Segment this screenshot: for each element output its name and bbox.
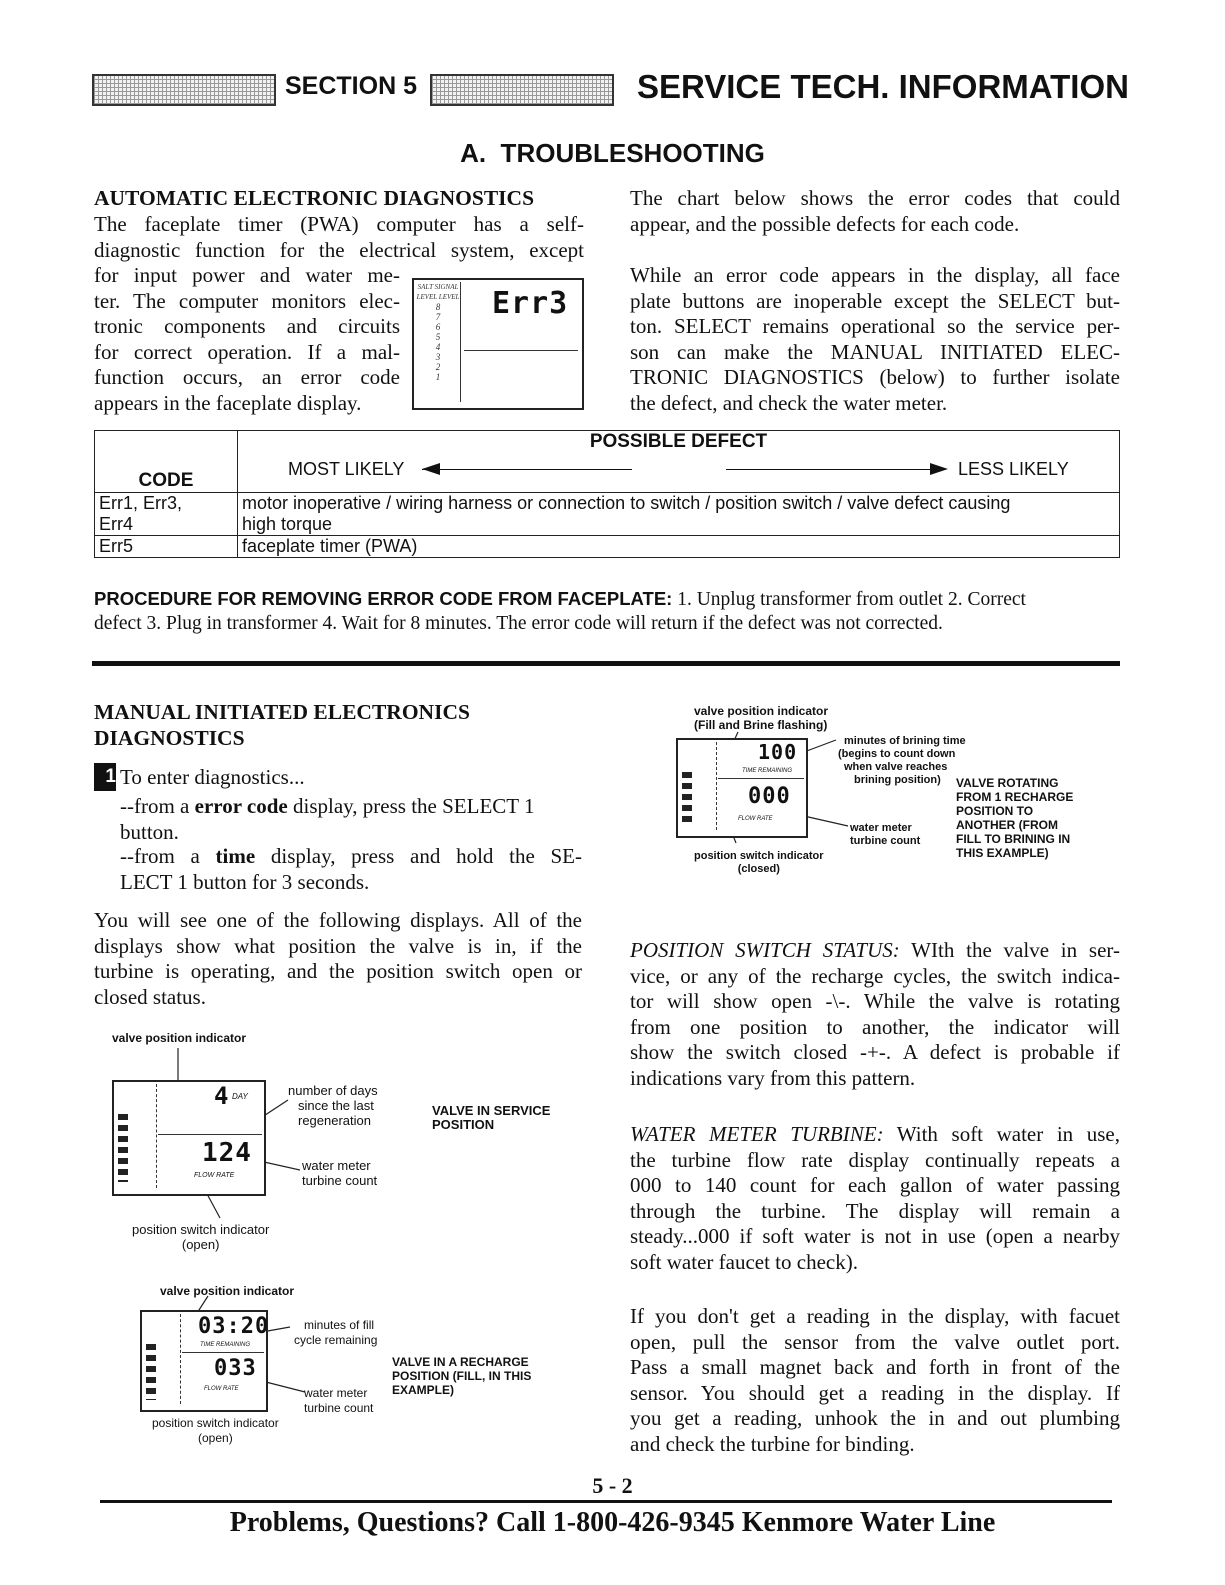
error-code-readout: Err3 (492, 286, 569, 321)
section-label: SECTION 5 (285, 72, 417, 100)
defect-header: POSSIBLE DEFECT (589, 431, 768, 452)
d2-flow-label: FLOW RATE (204, 1386, 239, 1392)
d1-bottom-label: position switch indicator (open) (132, 1222, 270, 1252)
d3-remaining-label: TIME REMAINING (742, 768, 793, 774)
subheading: A. TROUBLESHOOTING (460, 138, 765, 168)
d1-level-bar (116, 1084, 157, 1188)
error-display (412, 278, 584, 410)
d2-status: VALVE IN A RECHARGE POSITION (FILL, IN THIS EXAMPLE) (392, 1355, 532, 1397)
d1-day-label: DAY (232, 1092, 248, 1101)
page-number: 5 - 2 (592, 1473, 633, 1498)
step-from-error: --from a error code display, press the SELECT 1 button. (120, 794, 535, 844)
position-switch-paragraph: POSITION SWITCH STATUS: WIth the valve in ser- vice, or any of the recharge cycles, the switch indica- tor will show open -\-. While the valve is rotating from one position to another, the indicator will show the switch closed -+-. A defect is probable if indications vary from this pattern. (630, 938, 1120, 1090)
d2-lcd (140, 1310, 268, 1412)
footer-text: Problems, Questions? Call 1-800-426-9345 Kenmore Water Line (229, 1507, 996, 1538)
most-likely-label: MOST LIKELY (288, 459, 405, 479)
d3-flow-label: FLOW RATE (738, 816, 773, 822)
d3-top-label: valve position indicator (Fill and Brine flashing) (694, 704, 829, 732)
d2-bottom-label: position switch indicator (open) (152, 1416, 279, 1445)
step-number-badge: 1 (94, 763, 116, 791)
d1-note-turbine: water meter turbine count (302, 1158, 378, 1188)
manual-heading: MANUAL INITIATED ELECTRONICS DIAGNOSTICS (94, 700, 470, 750)
arrow-left-head (422, 463, 440, 475)
footer-rule (100, 1500, 1112, 1503)
header-decoration-right (430, 74, 614, 106)
arrow-left (422, 469, 632, 470)
error-code-table (94, 430, 1120, 558)
d3-note-brine: minutes of brining time (begins to count down when valve reaches brining position) (838, 735, 966, 786)
auto-heading: AUTOMATIC ELECTRONIC DIAGNOSTICS (94, 186, 535, 210)
d2-note-turbine: water meter turbine count (304, 1386, 374, 1415)
d3-turbine-readout: 000 (748, 784, 791, 809)
procedure-line1: PROCEDURE FOR REMOVING ERROR CODE FROM FACEPLATE: 1. Unplug transformer from outlet 2. Correct (94, 588, 1026, 610)
step-intro: To enter diagnostics... (120, 765, 305, 789)
d2-level-bar (144, 1314, 181, 1404)
table-row: Err5 faceplate timer (PWA) (95, 536, 1120, 558)
d1-divider (158, 1134, 262, 1135)
d1-days-readout: 4 (214, 1082, 230, 1110)
level-bar: SALT SIGNAL LEVEL LEVEL 8 7 6 5 4 3 2 1 (416, 282, 461, 402)
d2-time-readout: 03:20 (198, 1314, 270, 1339)
chart-intro: The chart below shows the error codes that could appear, and the possible defects for each code. (630, 186, 1120, 236)
d3-time-readout: 100 (758, 740, 798, 764)
step-from-time: --from a time display, press and hold the SE- LECT 1 button for 3 seconds. (120, 844, 582, 894)
d1-lcd (112, 1080, 266, 1196)
d3-level-bar (680, 742, 717, 830)
water-meter-title: WATER METER TURBINE: (630, 1122, 884, 1146)
section-divider (92, 661, 1120, 666)
auto-paragraph: The faceplate timer (PWA) computer has a self- diagnostic function for the electrical system, except for input power and water me- ter. The computer monitors elec- tronic components and circuits for correct operation. If a mal- function occurs, an error code appears in the faceplate display. (94, 212, 584, 415)
less-likely-label: LESS LIKELY (958, 459, 1069, 479)
d1-turbine-readout: 124 (202, 1138, 252, 1168)
d2-top-label: valve position indicator (160, 1284, 295, 1298)
no-reading-paragraph: If you don't get a reading in the display, with facuet open, pull the sensor from the valve outlet port. Pass a small magnet back and forth in front of the sensor. You should get a reading in the display. If you get a reading, unhook the in and out plumbing and check the turbine for binding. (630, 1304, 1120, 1456)
d1-status: VALVE IN SERVICE POSITION (432, 1103, 551, 1132)
d3-divider (718, 778, 804, 779)
arrow-right-head (930, 463, 948, 475)
d1-flow-label: FLOW RATE (194, 1172, 235, 1179)
d2-turbine-readout: 033 (214, 1356, 257, 1381)
arrow-right (726, 469, 936, 470)
d1-top-label: valve position indicator (112, 1031, 247, 1045)
procedure-label: PROCEDURE FOR REMOVING ERROR CODE FROM FACEPLATE: (94, 588, 673, 609)
d2-remaining-label: TIME REMAINING (200, 1342, 251, 1348)
defect-header-cell (238, 431, 1120, 493)
error-note: While an error code appears in the display, all face plate buttons are inoperable except the SELECT but- ton. SELECT remains operational so the service per- son can make the MANUAL INITIATED ELEC- TRONIC DIAGNOSTICS (below) to further isolate the defect, and check the water meter. (630, 263, 1120, 415)
display-divider (464, 350, 578, 351)
manual-description: You will see one of the following displays. All of the displays show what position the valve is in, if the turbine is operating, and the position switch open or closed status. (94, 908, 582, 1009)
header-decoration-left (92, 74, 276, 106)
d2-divider (182, 1352, 264, 1353)
d3-bottom-label: position switch indicator (closed) (694, 850, 824, 875)
d3-note-turbine: water meter turbine count (850, 822, 921, 847)
d3-lcd (676, 738, 808, 838)
procedure-line2: defect 3. Plug in transformer 4. Wait for 8 minutes. The error code will return if the defect was not corrected. (94, 613, 943, 634)
table-row: Err1, Err3, Err4 motor inoperative / wiring harness or connection to switch / position switch / valve defect causing high torque (95, 493, 1120, 536)
code-header: CODE (95, 431, 238, 493)
d2-note-fill: minutes of fill cycle remaining (294, 1318, 378, 1347)
d1-note-days: number of days since the last regeneration (288, 1083, 378, 1128)
section-title: SERVICE TECH. INFORMATION (637, 68, 1129, 105)
position-switch-title: POSITION SWITCH STATUS: (630, 938, 900, 962)
water-meter-paragraph: WATER METER TURBINE: With soft water in use, the turbine flow rate display continually repeats a 000 to 140 count for each gallon of water passing through the turbine. The display will remain a steady...000 if soft water is not in use (open a nearby soft water faucet to check). (630, 1122, 1120, 1274)
d3-status: VALVE ROTATING FROM 1 RECHARGE POSITION TO ANOTHER (FROM FILL TO BRINING IN THIS EXAMPLE) (956, 776, 1074, 860)
